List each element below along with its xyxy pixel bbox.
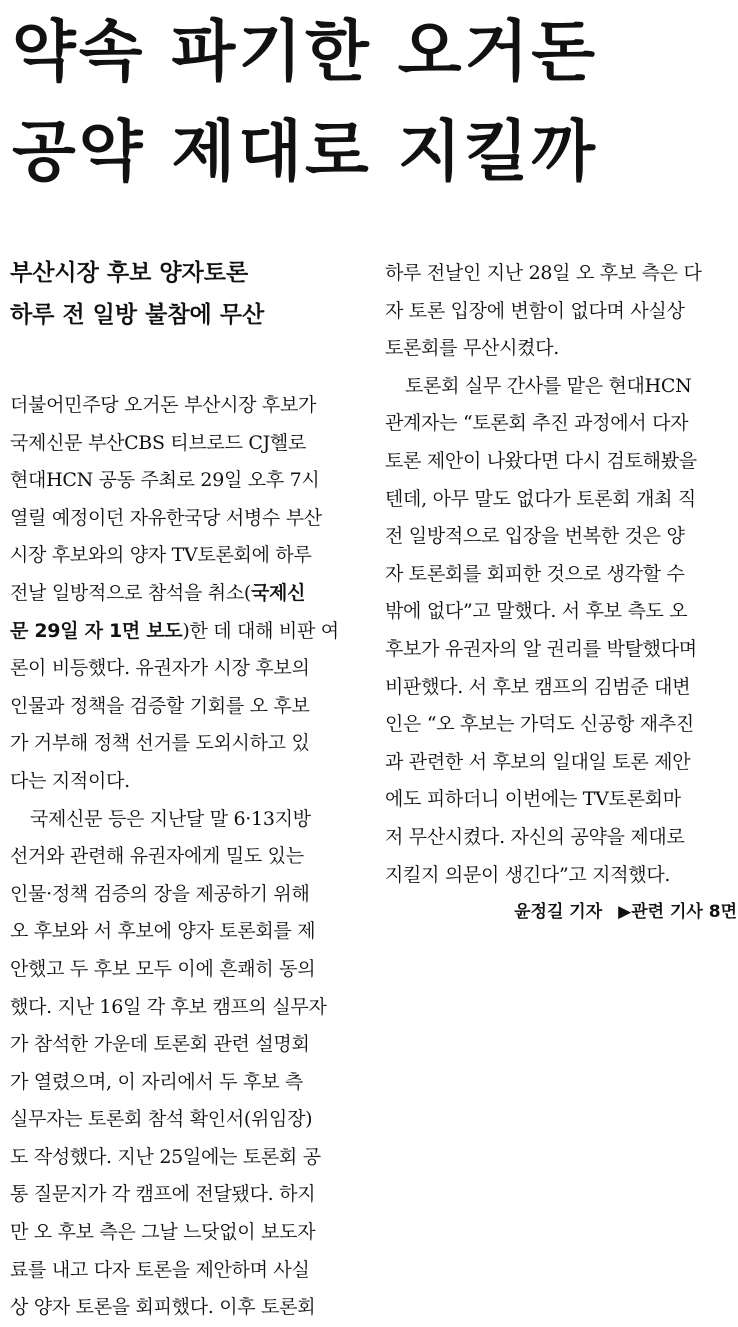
body-line: 에도 피하더니 이번에는 TV토론회마 [385,788,681,811]
body-line: 후보가 유권자의 알 권리를 박탈했다며 [385,637,697,660]
body-line: 하루 전날인 지난 28일 오 후보 측은 다 [385,262,702,284]
body-line: 론이 비등했다. 유권자가 시장 후보의 [10,657,310,680]
subheadline [10,252,360,336]
body-line: 토론회 실무 간사를 맡은 현대HCN [405,374,692,397]
body-line: 인물·정책 검증의 장을 제공하기 위해 [10,882,310,905]
body-line: 자 토론회를 회피한 것으로 생각할 수 [385,562,685,585]
body-line: 현대HCN 공동 주최로 29일 오후 7시 [10,469,320,492]
body-text: )한 데 대해 비판 여 [182,619,339,642]
body-line: 가 거부해 정책 선거를 도외시하고 있 [10,732,310,755]
body-line: 더불어민주당 오거돈 부산시장 후보가 [10,394,317,416]
body-line: 다는 지적이다. [10,769,130,792]
body-line: 국제신문 부산CBS 티브로드 CJ헬로 [10,431,307,454]
byline [385,894,737,930]
reporter-name: 윤정길 기자 [514,902,603,923]
body-line: 안했고 두 후보 모두 이에 흔쾌히 동의 [10,957,316,980]
body-line: 가 열렸으며, 이 자리에서 두 후보 측 [10,1070,303,1093]
body-line: 토론 제안이 나왔다면 다시 검토해봤을 [385,449,697,472]
body-line: 지킬지 의문이 생긴다”고 지적했다. [385,863,671,886]
body-text: 전날 일방적으로 참석을 취소( [10,581,251,604]
body-line: 국제신문 등은 지난달 말 6·13지방 [30,807,311,830]
body-line: 자 토론 입장에 변함이 없다며 사실상 [385,299,685,322]
body-line: 열릴 예정이던 자유한국당 서병수 부산 [10,506,322,529]
body-line: 실무자는 토론회 참석 확인서(위임장) [10,1108,313,1131]
body-line: 가 참석한 가운데 토론회 관련 설명회 [10,1033,310,1056]
body-line: 인은 “오 후보는 가덕도 신공항 재추진 [385,713,694,736]
subheadline-line-2: 하루 전 일방 불참에 무산 [10,302,265,328]
body-line [10,575,362,613]
body-line: 선거와 관련해 유권자에게 밀도 있는 [10,845,304,868]
body-line: 저 무산시켰다. 자신의 공약을 제대로 [385,825,685,848]
body-line: 료를 내고 다자 토론을 제안하며 사실 [10,1258,310,1281]
body-line: 과 관련한 서 후보의 일대일 토론 제안 [385,750,691,773]
body-line: 인물과 정책을 검증할 기회를 오 후보 [10,694,310,717]
body-line: 오 후보와 서 후보에 양자 토론회를 제 [10,920,316,943]
article-column-right [385,255,737,930]
body-line: 관계자는 “토론회 추진 과정에서 다자 [385,412,689,435]
body-line: 상 양자 토론을 회피했다. 이후 토론회 [10,1296,316,1319]
article-reference: 문 29일 자 1면 보도 [10,619,183,642]
body-line: 통 질문지가 각 캠프에 전달됐다. 하지 [10,1183,316,1206]
body-line: 시장 후보와의 양자 TV토론회에 하루 [10,544,312,567]
body-line: 토론회를 무산시켰다. [385,337,559,360]
headline-line-2: 공약 제대로 지킬까 [12,113,599,190]
headline [12,2,732,202]
body-line [10,613,362,651]
body-line: 했다. 지난 16일 각 후보 캠프의 실무자 [10,995,327,1018]
body-line: 만 오 후보 측은 그날 느닷없이 보도자 [10,1221,316,1244]
body-line: 텐데, 아무 말도 없다가 토론회 개최 직 [385,487,696,510]
body-line: 전 일방적으로 입장을 번복한 것은 양 [385,525,685,548]
article-column-left [10,387,362,1327]
body-line: 비판했다. 서 후보 캠프의 김범준 대변 [385,675,691,698]
related-article-link[interactable]: ▶관련 기사 8면 [618,902,737,923]
subheadline-line-1: 부산시장 후보 양자토론 [10,260,249,286]
article-reference: 국제신 [250,581,306,604]
body-line: 도 작성했다. 지난 25일에는 토론회 공 [10,1145,321,1168]
headline-line-1: 약속 파기한 오거돈 [12,13,599,90]
body-line: 밖에 없다”고 말했다. 서 후보 측도 오 [385,600,688,623]
